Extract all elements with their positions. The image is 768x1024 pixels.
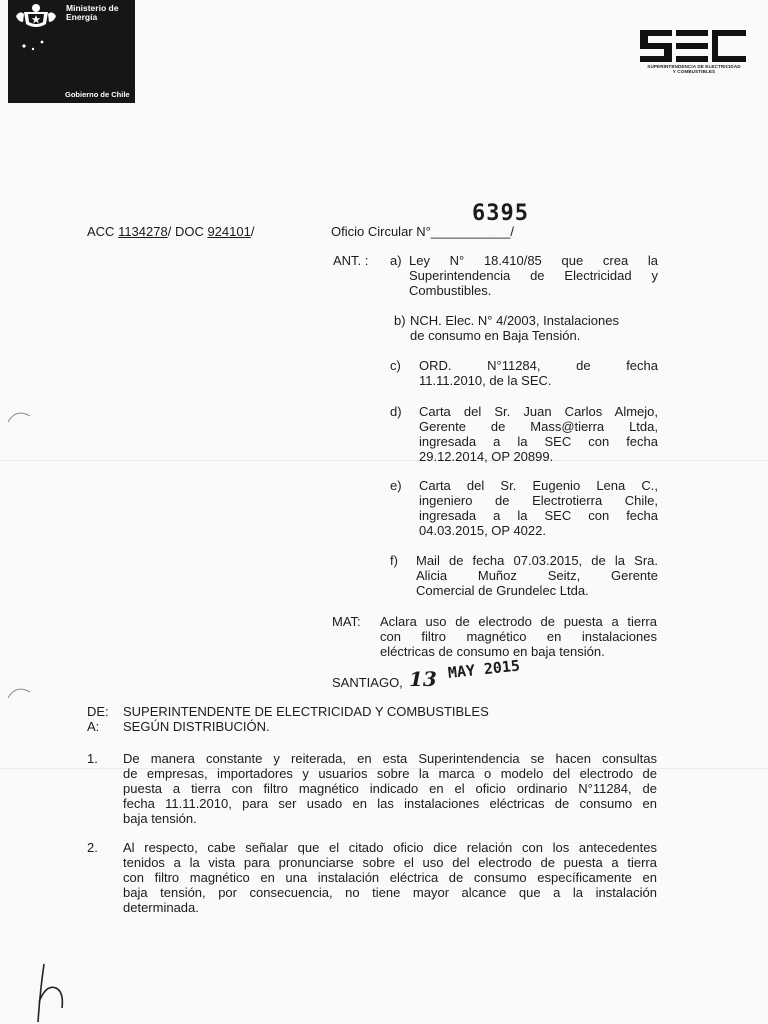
paragraph-line: Al respecto, cabe señalar que el citado oficio dice relación con los antecedentes xyxy=(123,840,657,855)
date-stamp: MAY 2015 xyxy=(447,656,521,682)
paragraph-number: 1. xyxy=(87,751,98,766)
sec-subtitle-line-1: SUPERINTENDENCIA DE ELECTRICIDAD xyxy=(647,64,741,69)
paragraph-line: fecha 11.11.2010, para ser usado en las instalaciones eléctricas de consumo en xyxy=(123,796,657,811)
ant-item-line: Superintendencia de Electricidad y xyxy=(409,268,658,283)
sec-logo xyxy=(638,28,750,75)
ant-item-line: de consumo en Baja Tensión. xyxy=(410,328,581,343)
ant-item-line: Gerente de Mass@tierra Ltda, xyxy=(419,419,658,434)
ant-item-line: 11.11.2010, de la SEC. xyxy=(419,373,552,388)
ant-item-letter: a) xyxy=(390,253,402,268)
sec-logo-mark-icon xyxy=(638,28,748,64)
ant-item-line: ingresada a la SEC con fecha xyxy=(419,434,658,449)
doc-suffix: / xyxy=(250,224,255,239)
paragraph-line: De manera constante y reiterada, en esta Superintendencia se hacen consultas xyxy=(123,751,657,766)
oficio-label: Oficio Circular N° xyxy=(331,224,431,239)
ant-item-line: ingeniero de Electrotierra Chile, xyxy=(419,493,658,508)
ant-item-letter: d) xyxy=(390,404,402,419)
doc-number: 924101 xyxy=(207,224,251,239)
handwritten-initial-mark-icon xyxy=(30,962,70,1024)
ant-item-line: Comercial de Grundelec Ltda. xyxy=(416,583,589,598)
ant-item-text xyxy=(409,253,658,298)
ant-item-letter: f) xyxy=(390,553,398,568)
ant-item-letter: b) xyxy=(394,313,406,328)
ant-item-text xyxy=(419,358,658,388)
a-label: A: xyxy=(87,719,100,734)
ant-item-line: ORD. N°11284, de fecha xyxy=(419,358,658,373)
ministry-logo xyxy=(8,0,135,103)
ant-item-text xyxy=(419,478,658,538)
ant-item-line: Mail de fecha 07.03.2015, de la Sra. xyxy=(416,553,658,568)
ministry-name: Ministerio de Energía xyxy=(66,3,119,22)
paragraph-line: con filtro magnético en una instalación eléctrica de consumo específicamente en xyxy=(123,870,657,885)
paragraph-line: baja tensión. xyxy=(123,811,197,826)
paragraph-line: de empresas, importadores y usuarios sobre la marca o modelo del electrodo de xyxy=(123,766,657,781)
paragraph-line: puesta a tierra con filtro magnético indicado en el oficio ordinario N°11284, de xyxy=(123,781,657,796)
acc-doc-reference xyxy=(87,224,254,239)
ant-item-line: Combustibles. xyxy=(409,283,492,298)
government-label: Gobierno de Chile xyxy=(65,90,130,99)
mat-line: con filtro magnético en instalaciones xyxy=(380,629,657,644)
paragraph-number: 2. xyxy=(87,840,98,855)
ant-item-text xyxy=(419,404,658,464)
paragraph-line: tenidos a la vista para pronunciarse sobre el uso del electrodo de puesta a tierra xyxy=(123,855,657,870)
de-value: SUPERINTENDENTE DE ELECTRICIDAD Y COMBUSTIBLES xyxy=(123,704,489,719)
ant-label: ANT. : xyxy=(333,253,369,268)
chile-coat-of-arms-icon xyxy=(14,2,58,30)
ant-item-line: Alicia Muñoz Seitz, Gerente xyxy=(416,568,658,583)
ant-item-text xyxy=(410,313,658,343)
mat-text xyxy=(380,614,657,659)
paragraph-text xyxy=(123,840,657,915)
punch-hole-mark-icon xyxy=(6,408,32,424)
decorative-dots-icon xyxy=(20,38,50,52)
oficio-blank-line: ___________/ xyxy=(430,224,514,239)
ant-item-line: Ley N° 18.410/85 que crea la xyxy=(409,253,658,268)
paragraph-line: baja tensión, por consecuencia, no tiene mayor alcance que a la instalación xyxy=(123,885,657,900)
sec-subtitle-line-2: Y COMBUSTIBLES xyxy=(672,69,716,75)
paragraph-line: determinada. xyxy=(123,900,199,915)
doc-label: / DOC xyxy=(167,224,208,239)
oficio-number-stamp: 6395 xyxy=(472,201,529,226)
ant-item-letter: c) xyxy=(390,358,401,373)
de-label: DE: xyxy=(87,704,109,719)
paragraph-text xyxy=(123,751,657,826)
ant-item-line: 04.03.2015, OP 4022. xyxy=(419,523,546,538)
mat-line: Aclara uso de electrodo de puesta a tierra xyxy=(380,614,657,629)
oficio-circular xyxy=(331,224,514,239)
mat-label: MAT: xyxy=(332,614,361,629)
punch-hole-mark-icon xyxy=(6,684,32,700)
mat-line: eléctricas de consumo en baja tensión. xyxy=(380,644,605,659)
ant-item-text xyxy=(416,553,658,598)
ant-item-line: 29.12.2014, OP 20899. xyxy=(419,449,554,464)
place-label: SANTIAGO, xyxy=(332,675,403,690)
ant-item-line: ingresada a la SEC con fecha xyxy=(419,508,658,523)
ant-item-line: NCH. Elec. N° 4/2003, Instalaciones xyxy=(410,313,619,328)
acc-label: ACC xyxy=(87,224,119,239)
ant-item-line: Carta del Sr. Juan Carlos Almejo, xyxy=(419,404,658,419)
ant-item-letter: e) xyxy=(390,478,402,493)
ant-item-line: Carta del Sr. Eugenio Lena C., xyxy=(419,478,658,493)
acc-number: 1134278 xyxy=(118,224,168,239)
date-day-handwritten: 13 xyxy=(409,667,437,691)
a-value: SEGÚN DISTRIBUCIÓN. xyxy=(123,719,270,734)
